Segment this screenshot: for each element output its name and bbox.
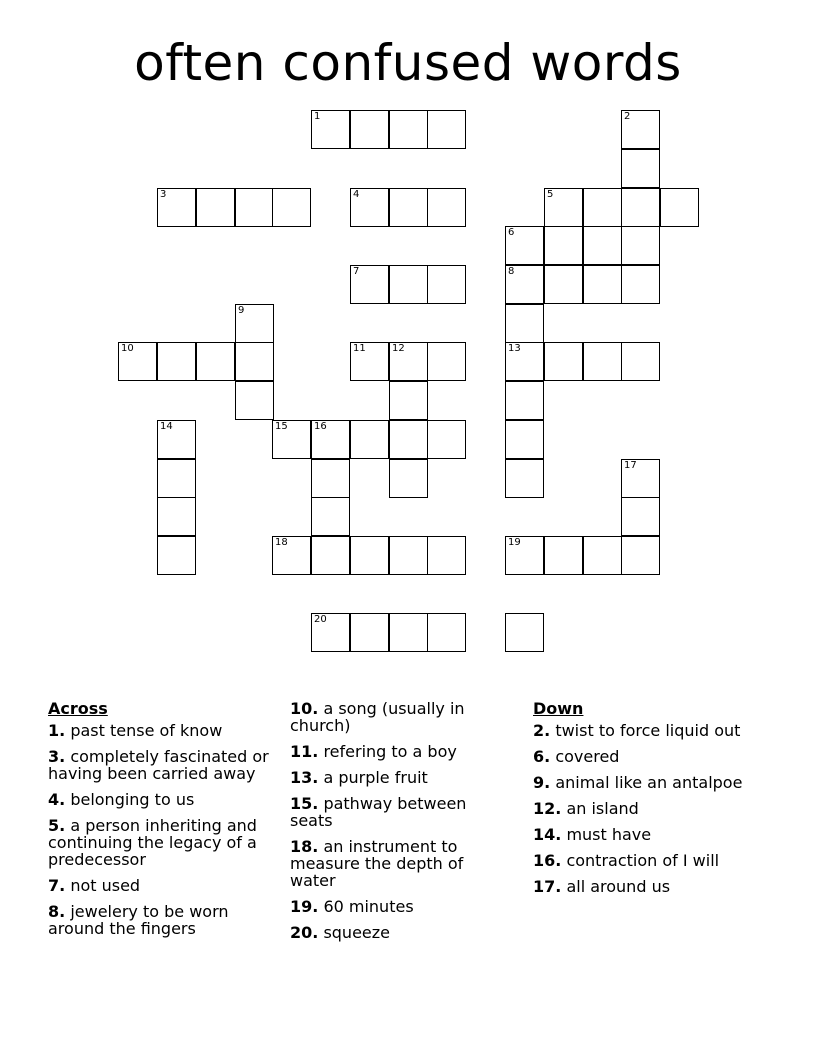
grid-cell[interactable] <box>544 265 583 304</box>
clue-num-dot: . <box>312 897 319 916</box>
grid-cell[interactable] <box>427 342 466 381</box>
grid-cell[interactable] <box>505 304 544 343</box>
grid-cell[interactable] <box>389 459 428 498</box>
grid-cell[interactable] <box>196 188 235 227</box>
clue-number: 20 <box>314 614 327 625</box>
clue-num-dot: . <box>59 876 66 895</box>
clue-number: 3 <box>160 189 167 200</box>
grid-cell[interactable] <box>621 149 660 188</box>
grid-cell[interactable] <box>235 304 274 343</box>
grid-cell[interactable] <box>660 188 699 227</box>
across-clue <box>48 722 284 739</box>
clue-number: 15 <box>275 421 288 432</box>
grid-cell[interactable] <box>427 110 466 149</box>
clue-num: 3 <box>48 747 60 766</box>
clue-num: 9 <box>533 773 545 792</box>
across-clues-column-2 <box>290 700 490 950</box>
clue-text: a person inheriting and continuing the legacy of a predecessor <box>48 816 257 869</box>
clue-num: 15 <box>290 794 313 813</box>
clue-number: 1 <box>314 111 321 122</box>
across-clue <box>290 700 490 734</box>
grid-cell[interactable] <box>118 342 157 381</box>
clue-text: past tense of know <box>70 721 223 740</box>
clue-number: 4 <box>353 189 360 200</box>
clue-number: 19 <box>508 537 521 548</box>
down-clue <box>533 774 743 791</box>
across-clue <box>48 903 284 937</box>
grid-cell[interactable] <box>157 459 196 498</box>
clue-num: 11 <box>290 742 313 761</box>
grid-cell[interactable] <box>583 226 622 265</box>
clue-num: 6 <box>533 747 545 766</box>
clue-number: 14 <box>160 421 173 432</box>
grid-cell[interactable] <box>235 188 274 227</box>
grid-cell[interactable] <box>389 342 428 381</box>
across-clue <box>290 838 490 889</box>
grid-cell[interactable] <box>235 381 274 420</box>
clue-text: pathway between seats <box>290 794 467 830</box>
grid-cell[interactable] <box>350 188 389 227</box>
grid-cell[interactable] <box>505 613 544 652</box>
grid-cell[interactable] <box>350 613 389 652</box>
grid-cell[interactable] <box>157 188 196 227</box>
grid-cell[interactable] <box>389 188 428 227</box>
grid-cell[interactable] <box>350 536 389 575</box>
clue-num: 14 <box>533 825 556 844</box>
grid-cell[interactable] <box>583 265 622 304</box>
clue-num-dot: . <box>555 851 562 870</box>
grid-cell[interactable] <box>157 497 196 536</box>
grid-cell[interactable] <box>389 265 428 304</box>
clue-num-dot: . <box>555 877 562 896</box>
clue-text: twist to force liquid out <box>555 721 741 740</box>
clue-num-dot: . <box>555 825 562 844</box>
across-clue <box>290 769 490 786</box>
grid-cell[interactable] <box>389 420 428 459</box>
clue-num: 12 <box>533 799 556 818</box>
grid-cell[interactable] <box>157 536 196 575</box>
grid-cell[interactable] <box>544 536 583 575</box>
grid-cell[interactable] <box>427 420 466 459</box>
clue-num-dot: . <box>59 816 66 835</box>
clue-num: 1 <box>48 721 60 740</box>
grid-cell[interactable] <box>311 536 350 575</box>
clue-text: a song (usually in church) <box>290 699 465 735</box>
grid-cell[interactable] <box>311 613 350 652</box>
grid-cell[interactable] <box>350 342 389 381</box>
clue-number: 17 <box>624 460 637 471</box>
clue-num-dot: . <box>555 799 562 818</box>
grid-cell[interactable] <box>389 613 428 652</box>
across-clue <box>48 817 284 868</box>
grid-cell[interactable] <box>505 381 544 420</box>
clue-number: 6 <box>508 227 515 238</box>
grid-cell[interactable] <box>505 459 544 498</box>
grid-cell[interactable] <box>621 459 660 498</box>
clue-text: an instrument to measure the depth of water <box>290 837 464 890</box>
clue-text: animal like an antalpoe <box>555 773 743 792</box>
grid-cell[interactable] <box>505 226 544 265</box>
clue-number: 2 <box>624 111 631 122</box>
grid-cell[interactable] <box>311 110 350 149</box>
clue-num: 17 <box>533 877 556 896</box>
clue-num-dot: . <box>312 794 319 813</box>
grid-cell[interactable] <box>621 497 660 536</box>
across-clue <box>48 748 284 782</box>
grid-cell[interactable] <box>427 265 466 304</box>
down-clue <box>533 852 743 869</box>
across-clue <box>48 791 284 808</box>
grid-cell[interactable] <box>427 536 466 575</box>
across-heading: Across <box>48 699 108 718</box>
clue-num: 20 <box>290 923 313 942</box>
clue-num: 2 <box>533 721 545 740</box>
grid-cell[interactable] <box>311 459 350 498</box>
across-clue <box>48 877 284 894</box>
grid-cell[interactable] <box>427 188 466 227</box>
grid-cell[interactable] <box>389 381 428 420</box>
down-clue <box>533 878 743 895</box>
clue-num-dot: . <box>59 721 66 740</box>
grid-cell[interactable] <box>389 110 428 149</box>
down-clue <box>533 800 743 817</box>
clue-num: 4 <box>48 790 60 809</box>
grid-cell[interactable] <box>350 420 389 459</box>
grid-cell[interactable] <box>196 342 235 381</box>
clue-num-dot: . <box>544 721 551 740</box>
clue-num: 10 <box>290 699 313 718</box>
clue-num: 16 <box>533 851 556 870</box>
down-clue <box>533 826 743 843</box>
grid-cell[interactable] <box>272 420 311 459</box>
clue-num: 7 <box>48 876 60 895</box>
clue-text: belonging to us <box>70 790 195 809</box>
clue-num-dot: . <box>59 790 66 809</box>
clue-number: 10 <box>121 343 134 354</box>
down-clues-column <box>533 700 743 904</box>
clue-num: 18 <box>290 837 313 856</box>
grid-cell[interactable] <box>544 188 583 227</box>
clue-num-dot: . <box>312 742 319 761</box>
clue-number: 7 <box>353 266 360 277</box>
across-clue <box>290 795 490 829</box>
grid-cell[interactable] <box>544 226 583 265</box>
grid-cell[interactable] <box>621 226 660 265</box>
down-clue <box>533 748 743 765</box>
grid-cell[interactable] <box>583 536 622 575</box>
grid-cell[interactable] <box>272 536 311 575</box>
clue-text: an island <box>566 799 639 818</box>
grid-cell[interactable] <box>311 497 350 536</box>
clue-text: covered <box>555 747 620 766</box>
clue-text: all around us <box>566 877 671 896</box>
down-heading: Down <box>533 699 584 718</box>
across-clue <box>290 743 490 760</box>
grid-cell[interactable] <box>389 536 428 575</box>
grid-cell[interactable] <box>350 265 389 304</box>
page-title: often confused words <box>134 34 682 92</box>
grid-cell[interactable] <box>621 536 660 575</box>
clue-number: 9 <box>238 305 245 316</box>
grid-cell[interactable] <box>157 342 196 381</box>
clue-num-dot: . <box>59 902 66 921</box>
grid-cell[interactable] <box>350 110 389 149</box>
clue-text: 60 minutes <box>323 897 414 916</box>
clue-num-dot: . <box>544 747 551 766</box>
clue-number: 13 <box>508 343 521 354</box>
grid-cell[interactable] <box>157 420 196 459</box>
grid-cell[interactable] <box>621 342 660 381</box>
grid-cell[interactable] <box>505 265 544 304</box>
clue-num: 8 <box>48 902 60 921</box>
grid-cell[interactable] <box>621 110 660 149</box>
clue-num-dot: . <box>59 747 66 766</box>
grid-cell[interactable] <box>311 420 350 459</box>
grid-cell[interactable] <box>544 342 583 381</box>
clue-number: 11 <box>353 343 366 354</box>
clue-text: squeeze <box>323 923 390 942</box>
across-clue <box>290 924 490 941</box>
grid-cell[interactable] <box>505 420 544 459</box>
clue-text: jewelery to be worn around the fingers <box>48 902 229 938</box>
clue-num-dot: . <box>312 699 319 718</box>
clue-number: 16 <box>314 421 327 432</box>
clue-num-dot: . <box>544 773 551 792</box>
clue-num: 13 <box>290 768 313 787</box>
clue-num-dot: . <box>312 837 319 856</box>
clue-number: 5 <box>547 189 554 200</box>
grid-cell[interactable] <box>272 188 311 227</box>
clue-num-dot: . <box>312 768 319 787</box>
across-clues-column-1 <box>48 700 284 946</box>
grid-cell[interactable] <box>621 188 660 227</box>
across-clue <box>290 898 490 915</box>
grid-cell[interactable] <box>505 536 544 575</box>
clue-num-dot: . <box>312 923 319 942</box>
grid-cell[interactable] <box>583 188 622 227</box>
grid-cell[interactable] <box>505 342 544 381</box>
grid-cell[interactable] <box>235 342 274 381</box>
grid-cell[interactable] <box>427 613 466 652</box>
down-clue <box>533 722 743 739</box>
clue-text: completely fascinated or having been carried away <box>48 747 269 783</box>
clue-text: refering to a boy <box>323 742 457 761</box>
clue-number: 12 <box>392 343 405 354</box>
clue-num: 5 <box>48 816 60 835</box>
grid-cell[interactable] <box>621 265 660 304</box>
clue-number: 8 <box>508 266 515 277</box>
clue-text: not used <box>70 876 141 895</box>
clue-text: contraction of I will <box>566 851 720 870</box>
clue-text: a purple fruit <box>323 768 428 787</box>
clue-text: must have <box>566 825 652 844</box>
clue-num: 19 <box>290 897 313 916</box>
grid-cell[interactable] <box>583 342 622 381</box>
clue-number: 18 <box>275 537 288 548</box>
